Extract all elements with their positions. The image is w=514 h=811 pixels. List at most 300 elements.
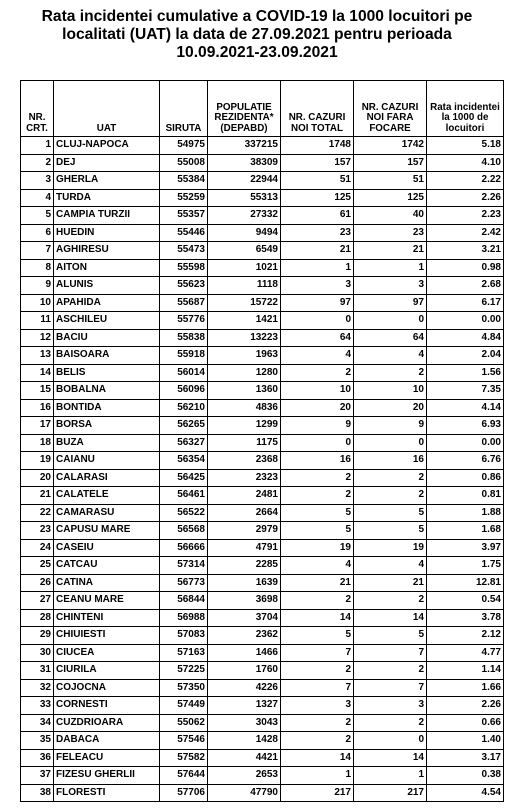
- cell-cazuri-total: 2: [281, 662, 354, 680]
- cell-siruta: 57644: [160, 767, 208, 785]
- table-row: [21, 277, 504, 295]
- header-nr-crt: NR. CRT.: [21, 81, 54, 137]
- cell-nr-crt: 30: [21, 644, 54, 662]
- cell-rata: 6.17: [427, 294, 504, 312]
- title-line-1: Rata incidentei cumulative a COVID-19 la 1000 locuitori pe: [41, 8, 473, 25]
- cell-cazuri-fara-focare: 14: [354, 609, 427, 627]
- table-row: [21, 749, 504, 767]
- cell-populatie: 1428: [208, 732, 281, 750]
- cell-nr-crt: 34: [21, 714, 54, 732]
- cell-rata: 0.00: [427, 434, 504, 452]
- cell-nr-crt: 21: [21, 487, 54, 505]
- cell-uat: CAIANU: [54, 452, 160, 470]
- cell-cazuri-fara-focare: 51: [354, 172, 427, 190]
- cell-siruta: 57546: [160, 732, 208, 750]
- cell-populatie: 38309: [208, 154, 281, 172]
- cell-rata: 1.88: [427, 504, 504, 522]
- cell-cazuri-fara-focare: 1: [354, 259, 427, 277]
- cell-uat: DABACA: [54, 732, 160, 750]
- cell-siruta: 56210: [160, 399, 208, 417]
- cell-uat: CORNESTI: [54, 697, 160, 715]
- cell-cazuri-fara-focare: 5: [354, 504, 427, 522]
- cell-cazuri-total: 7: [281, 679, 354, 697]
- cell-rata: 4.84: [427, 329, 504, 347]
- cell-nr-crt: 29: [21, 627, 54, 645]
- cell-populatie: 1466: [208, 644, 281, 662]
- cell-uat: FLORESTI: [54, 784, 160, 802]
- cell-rata: 2.42: [427, 224, 504, 242]
- cell-rata: 4.77: [427, 644, 504, 662]
- cell-nr-crt: 15: [21, 382, 54, 400]
- cell-cazuri-total: 0: [281, 434, 354, 452]
- cell-rata: 0.66: [427, 714, 504, 732]
- cell-rata: 0.81: [427, 487, 504, 505]
- cell-cazuri-total: 4: [281, 347, 354, 365]
- cell-cazuri-total: 217: [281, 784, 354, 802]
- cell-populatie: 55313: [208, 189, 281, 207]
- cell-cazuri-total: 0: [281, 312, 354, 330]
- cell-rata: 0.00: [427, 312, 504, 330]
- cell-cazuri-fara-focare: 19: [354, 539, 427, 557]
- cell-cazuri-total: 16: [281, 452, 354, 470]
- cell-uat: CHINTENI: [54, 609, 160, 627]
- cell-rata: 4.14: [427, 399, 504, 417]
- cell-siruta: 56844: [160, 592, 208, 610]
- cell-uat: CIURILA: [54, 662, 160, 680]
- table-row: [21, 154, 504, 172]
- cell-uat: GHERLA: [54, 172, 160, 190]
- cell-siruta: 55259: [160, 189, 208, 207]
- cell-cazuri-fara-focare: 5: [354, 522, 427, 540]
- cell-cazuri-total: 5: [281, 627, 354, 645]
- cell-nr-crt: 16: [21, 399, 54, 417]
- cell-populatie: 1360: [208, 382, 281, 400]
- cell-nr-crt: 36: [21, 749, 54, 767]
- cell-siruta: 56014: [160, 364, 208, 382]
- cell-uat: DEJ: [54, 154, 160, 172]
- cell-populatie: 2664: [208, 504, 281, 522]
- cell-populatie: 2323: [208, 469, 281, 487]
- cell-rata: 2.04: [427, 347, 504, 365]
- table-row: [21, 312, 504, 330]
- cell-uat: CALARASI: [54, 469, 160, 487]
- cell-populatie: 4791: [208, 539, 281, 557]
- table-row: [21, 417, 504, 435]
- cell-nr-crt: 19: [21, 452, 54, 470]
- cell-siruta: 55598: [160, 259, 208, 277]
- cell-rata: 4.54: [427, 784, 504, 802]
- cell-populatie: 1639: [208, 574, 281, 592]
- cell-cazuri-total: 7: [281, 644, 354, 662]
- table-row: [21, 172, 504, 190]
- cell-cazuri-fara-focare: 2: [354, 592, 427, 610]
- cell-cazuri-total: 21: [281, 242, 354, 260]
- cell-uat: CALATELE: [54, 487, 160, 505]
- table-row: [21, 784, 504, 802]
- cell-rata: 0.98: [427, 259, 504, 277]
- cell-populatie: 15722: [208, 294, 281, 312]
- cell-rata: 0.86: [427, 469, 504, 487]
- table-row: [21, 487, 504, 505]
- cell-nr-crt: 23: [21, 522, 54, 540]
- header-cazuri-total: NR. CAZURI NOI TOTAL: [281, 81, 354, 137]
- cell-cazuri-fara-focare: 21: [354, 574, 427, 592]
- cell-rata: 1.75: [427, 557, 504, 575]
- cell-nr-crt: 38: [21, 784, 54, 802]
- cell-cazuri-total: 2: [281, 469, 354, 487]
- header-uat: UAT: [54, 81, 160, 137]
- cell-cazuri-total: 1: [281, 259, 354, 277]
- cell-cazuri-total: 9: [281, 417, 354, 435]
- cell-cazuri-total: 5: [281, 522, 354, 540]
- cell-rata: 6.93: [427, 417, 504, 435]
- table-row: [21, 592, 504, 610]
- header-siruta: SIRUTA: [160, 81, 208, 137]
- cell-cazuri-fara-focare: 2: [354, 714, 427, 732]
- cell-nr-crt: 7: [21, 242, 54, 260]
- cell-siruta: 55687: [160, 294, 208, 312]
- cell-cazuri-total: 64: [281, 329, 354, 347]
- cell-cazuri-fara-focare: 2: [354, 487, 427, 505]
- cell-siruta: 55384: [160, 172, 208, 190]
- cell-cazuri-fara-focare: 1742: [354, 137, 427, 155]
- cell-populatie: 4226: [208, 679, 281, 697]
- cell-uat: ASCHILEU: [54, 312, 160, 330]
- table-row: [21, 504, 504, 522]
- table-row: [21, 259, 504, 277]
- cell-cazuri-fara-focare: 23: [354, 224, 427, 242]
- cell-rata: 1.14: [427, 662, 504, 680]
- cell-cazuri-total: 51: [281, 172, 354, 190]
- cell-cazuri-fara-focare: 16: [354, 452, 427, 470]
- cell-nr-crt: 1: [21, 137, 54, 155]
- cell-populatie: 1280: [208, 364, 281, 382]
- cell-nr-crt: 25: [21, 557, 54, 575]
- cell-cazuri-fara-focare: 5: [354, 627, 427, 645]
- table-row: [21, 539, 504, 557]
- cell-nr-crt: 8: [21, 259, 54, 277]
- table-body: [21, 137, 504, 802]
- cell-cazuri-fara-focare: 4: [354, 347, 427, 365]
- cell-rata: 1.56: [427, 364, 504, 382]
- cell-populatie: 1327: [208, 697, 281, 715]
- cell-rata: 6.76: [427, 452, 504, 470]
- cell-populatie: 2362: [208, 627, 281, 645]
- cell-uat: FELEACU: [54, 749, 160, 767]
- table-header-row: [21, 81, 504, 137]
- cell-rata: 2.68: [427, 277, 504, 295]
- cell-cazuri-fara-focare: 97: [354, 294, 427, 312]
- cell-uat: BAISOARA: [54, 347, 160, 365]
- cell-cazuri-total: 21: [281, 574, 354, 592]
- cell-siruta: 57582: [160, 749, 208, 767]
- table-row: [21, 714, 504, 732]
- cell-cazuri-fara-focare: 125: [354, 189, 427, 207]
- cell-rata: 2.26: [427, 697, 504, 715]
- cell-populatie: 2481: [208, 487, 281, 505]
- cell-populatie: 1299: [208, 417, 281, 435]
- cell-cazuri-fara-focare: 10: [354, 382, 427, 400]
- cell-uat: BORSA: [54, 417, 160, 435]
- cell-uat: BUZA: [54, 434, 160, 452]
- cell-siruta: 57163: [160, 644, 208, 662]
- cell-siruta: 56354: [160, 452, 208, 470]
- cell-nr-crt: 24: [21, 539, 54, 557]
- incidence-table: [20, 80, 504, 802]
- cell-cazuri-total: 5: [281, 504, 354, 522]
- cell-rata: 0.54: [427, 592, 504, 610]
- title-line-2: localitati (UAT) la data de 27.09.2021 pentru perioada: [62, 26, 452, 43]
- table-row: [21, 522, 504, 540]
- header-cazuri-fara-focare: NR. CAZURI NOI FARA FOCARE: [354, 81, 427, 137]
- cell-uat: BELIS: [54, 364, 160, 382]
- cell-cazuri-fara-focare: 157: [354, 154, 427, 172]
- cell-siruta: 56568: [160, 522, 208, 540]
- cell-rata: 3.97: [427, 539, 504, 557]
- cell-nr-crt: 9: [21, 277, 54, 295]
- cell-rata: 3.21: [427, 242, 504, 260]
- table-row: [21, 697, 504, 715]
- cell-cazuri-total: 125: [281, 189, 354, 207]
- cell-nr-crt: 26: [21, 574, 54, 592]
- cell-rata: 4.10: [427, 154, 504, 172]
- cell-rata: 1.40: [427, 732, 504, 750]
- cell-populatie: 337215: [208, 137, 281, 155]
- cell-cazuri-fara-focare: 14: [354, 749, 427, 767]
- cell-cazuri-fara-focare: 3: [354, 277, 427, 295]
- cell-populatie: 2653: [208, 767, 281, 785]
- table-row: [21, 347, 504, 365]
- cell-uat: BONTIDA: [54, 399, 160, 417]
- cell-uat: CIUCEA: [54, 644, 160, 662]
- cell-rata: 3.17: [427, 749, 504, 767]
- cell-populatie: 1421: [208, 312, 281, 330]
- cell-rata: 2.26: [427, 189, 504, 207]
- cell-cazuri-total: 2: [281, 487, 354, 505]
- cell-cazuri-fara-focare: 0: [354, 434, 427, 452]
- cell-cazuri-fara-focare: 7: [354, 679, 427, 697]
- cell-cazuri-fara-focare: 21: [354, 242, 427, 260]
- cell-populatie: 4421: [208, 749, 281, 767]
- cell-siruta: 55357: [160, 207, 208, 225]
- cell-siruta: 55008: [160, 154, 208, 172]
- table-row: [21, 364, 504, 382]
- table-row: [21, 294, 504, 312]
- cell-cazuri-total: 3: [281, 697, 354, 715]
- cell-siruta: 57225: [160, 662, 208, 680]
- cell-siruta: 56666: [160, 539, 208, 557]
- cell-cazuri-total: 61: [281, 207, 354, 225]
- cell-cazuri-fara-focare: 2: [354, 662, 427, 680]
- cell-uat: CATCAU: [54, 557, 160, 575]
- cell-nr-crt: 22: [21, 504, 54, 522]
- cell-populatie: 3043: [208, 714, 281, 732]
- cell-nr-crt: 3: [21, 172, 54, 190]
- cell-nr-crt: 4: [21, 189, 54, 207]
- cell-populatie: 47790: [208, 784, 281, 802]
- cell-siruta: 56522: [160, 504, 208, 522]
- cell-uat: AGHIRESU: [54, 242, 160, 260]
- cell-rata: 1.66: [427, 679, 504, 697]
- cell-nr-crt: 28: [21, 609, 54, 627]
- cell-siruta: 55776: [160, 312, 208, 330]
- cell-uat: CASEIU: [54, 539, 160, 557]
- cell-uat: CUZDRIOARA: [54, 714, 160, 732]
- cell-nr-crt: 13: [21, 347, 54, 365]
- cell-cazuri-total: 2: [281, 714, 354, 732]
- cell-nr-crt: 10: [21, 294, 54, 312]
- cell-rata: 5.18: [427, 137, 504, 155]
- cell-siruta: 57083: [160, 627, 208, 645]
- cell-siruta: 56096: [160, 382, 208, 400]
- cell-cazuri-fara-focare: 20: [354, 399, 427, 417]
- cell-siruta: 57350: [160, 679, 208, 697]
- cell-nr-crt: 18: [21, 434, 54, 452]
- cell-nr-crt: 27: [21, 592, 54, 610]
- cell-cazuri-total: 19: [281, 539, 354, 557]
- cell-nr-crt: 37: [21, 767, 54, 785]
- cell-populatie: 1021: [208, 259, 281, 277]
- cell-populatie: 22944: [208, 172, 281, 190]
- table-row: [21, 732, 504, 750]
- cell-cazuri-total: 97: [281, 294, 354, 312]
- title-line-3: 10.09.2021-23.09.2021: [176, 44, 338, 61]
- cell-siruta: 54975: [160, 137, 208, 155]
- cell-nr-crt: 6: [21, 224, 54, 242]
- cell-cazuri-total: 20: [281, 399, 354, 417]
- cell-cazuri-total: 23: [281, 224, 354, 242]
- cell-cazuri-total: 3: [281, 277, 354, 295]
- cell-nr-crt: 32: [21, 679, 54, 697]
- cell-siruta: 55918: [160, 347, 208, 365]
- cell-cazuri-total: 2: [281, 592, 354, 610]
- cell-nr-crt: 5: [21, 207, 54, 225]
- cell-populatie: 9494: [208, 224, 281, 242]
- cell-nr-crt: 14: [21, 364, 54, 382]
- table-row: [21, 662, 504, 680]
- cell-rata: 2.23: [427, 207, 504, 225]
- cell-uat: CATINA: [54, 574, 160, 592]
- table-row: [21, 329, 504, 347]
- cell-cazuri-fara-focare: 4: [354, 557, 427, 575]
- cell-cazuri-fara-focare: 9: [354, 417, 427, 435]
- table-row: [21, 434, 504, 452]
- cell-populatie: 1963: [208, 347, 281, 365]
- cell-nr-crt: 35: [21, 732, 54, 750]
- cell-rata: 7.35: [427, 382, 504, 400]
- cell-populatie: 27332: [208, 207, 281, 225]
- cell-cazuri-total: 4: [281, 557, 354, 575]
- cell-rata: 2.22: [427, 172, 504, 190]
- cell-rata: 1.68: [427, 522, 504, 540]
- cell-cazuri-fara-focare: 217: [354, 784, 427, 802]
- cell-uat: BOBALNA: [54, 382, 160, 400]
- cell-cazuri-total: 2: [281, 364, 354, 382]
- cell-rata: 3.78: [427, 609, 504, 627]
- cell-siruta: 56327: [160, 434, 208, 452]
- cell-populatie: 6549: [208, 242, 281, 260]
- cell-siruta: 55623: [160, 277, 208, 295]
- cell-uat: CAMARASU: [54, 504, 160, 522]
- table-row: [21, 207, 504, 225]
- cell-cazuri-fara-focare: 3: [354, 697, 427, 715]
- cell-nr-crt: 20: [21, 469, 54, 487]
- cell-uat: APAHIDA: [54, 294, 160, 312]
- table-row: [21, 609, 504, 627]
- cell-cazuri-fara-focare: 0: [354, 312, 427, 330]
- cell-populatie: 2979: [208, 522, 281, 540]
- cell-uat: COJOCNA: [54, 679, 160, 697]
- cell-cazuri-total: 1: [281, 767, 354, 785]
- cell-cazuri-total: 1748: [281, 137, 354, 155]
- cell-uat: CLUJ-NAPOCA: [54, 137, 160, 155]
- cell-siruta: 56988: [160, 609, 208, 627]
- cell-rata: 0.38: [427, 767, 504, 785]
- cell-nr-crt: 12: [21, 329, 54, 347]
- cell-uat: CAPUSU MARE: [54, 522, 160, 540]
- cell-cazuri-fara-focare: 7: [354, 644, 427, 662]
- cell-nr-crt: 11: [21, 312, 54, 330]
- table-row: [21, 224, 504, 242]
- cell-nr-crt: 17: [21, 417, 54, 435]
- cell-siruta: 55062: [160, 714, 208, 732]
- table-row: [21, 557, 504, 575]
- cell-cazuri-total: 14: [281, 749, 354, 767]
- cell-nr-crt: 33: [21, 697, 54, 715]
- table-row: [21, 137, 504, 155]
- table-row: [21, 679, 504, 697]
- table-row: [21, 452, 504, 470]
- table-row: [21, 767, 504, 785]
- cell-nr-crt: 2: [21, 154, 54, 172]
- table-row: [21, 574, 504, 592]
- cell-siruta: 55446: [160, 224, 208, 242]
- document-title: [0, 8, 514, 62]
- header-rata: Rata incidentei la 1000 de locuitori: [427, 81, 504, 137]
- cell-uat: ALUNIS: [54, 277, 160, 295]
- cell-nr-crt: 31: [21, 662, 54, 680]
- cell-populatie: 2285: [208, 557, 281, 575]
- cell-uat: CEANU MARE: [54, 592, 160, 610]
- table-row: [21, 242, 504, 260]
- cell-uat: FIZESU GHERLII: [54, 767, 160, 785]
- cell-siruta: 55838: [160, 329, 208, 347]
- cell-populatie: 2368: [208, 452, 281, 470]
- cell-populatie: 13223: [208, 329, 281, 347]
- cell-siruta: 57449: [160, 697, 208, 715]
- cell-uat: TURDA: [54, 189, 160, 207]
- cell-cazuri-total: 157: [281, 154, 354, 172]
- cell-siruta: 56461: [160, 487, 208, 505]
- table-row: [21, 469, 504, 487]
- cell-siruta: 56425: [160, 469, 208, 487]
- cell-cazuri-fara-focare: 0: [354, 732, 427, 750]
- cell-populatie: 3698: [208, 592, 281, 610]
- cell-uat: CAMPIA TURZII: [54, 207, 160, 225]
- cell-siruta: 56265: [160, 417, 208, 435]
- cell-populatie: 1118: [208, 277, 281, 295]
- table-row: [21, 189, 504, 207]
- cell-siruta: 57706: [160, 784, 208, 802]
- cell-cazuri-total: 2: [281, 732, 354, 750]
- cell-populatie: 3704: [208, 609, 281, 627]
- cell-siruta: 55473: [160, 242, 208, 260]
- cell-populatie: 1175: [208, 434, 281, 452]
- cell-uat: CHIUIESTI: [54, 627, 160, 645]
- cell-populatie: 1760: [208, 662, 281, 680]
- cell-siruta: 57314: [160, 557, 208, 575]
- cell-cazuri-fara-focare: 2: [354, 469, 427, 487]
